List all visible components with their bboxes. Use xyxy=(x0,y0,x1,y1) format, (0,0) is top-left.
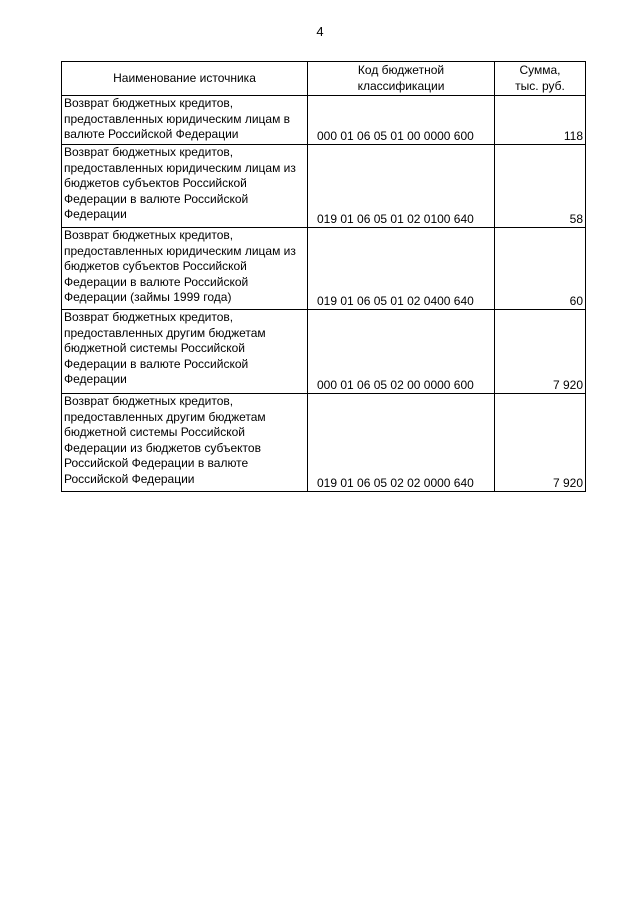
page-number: 4 xyxy=(316,24,324,39)
source-name-cell: Возврат бюджетных кредитов, предоставленных другим бюджетам бюджетной системы Российской Федерации в валюте Российской Федерации xyxy=(62,310,308,394)
source-name-cell: Возврат бюджетных кредитов, предоставленных юридическим лицам в валюте Российской Федерации xyxy=(62,96,308,145)
table-row xyxy=(62,145,586,228)
table-header-row xyxy=(62,62,586,96)
table-row xyxy=(62,228,586,310)
budget-code-cell: 019 01 06 05 01 02 0400 640 xyxy=(308,228,495,310)
budget-code-cell: 019 01 06 05 02 02 0000 640 xyxy=(308,394,495,492)
sources-table xyxy=(61,61,586,492)
table-row xyxy=(62,96,586,145)
amount-cell: 7 920 xyxy=(495,394,586,492)
amount-cell: 58 xyxy=(495,145,586,228)
source-name-cell: Возврат бюджетных кредитов, предоставленных юридическим лицам из бюджетов субъектов Российской Федерации в валюте Российской Федерации xyxy=(62,145,308,228)
header-amount-line1: Сумма, xyxy=(519,63,561,77)
header-amount-line2: тыс. руб. xyxy=(515,78,565,93)
amount-cell: 7 920 xyxy=(495,310,586,394)
table-row xyxy=(62,394,586,492)
budget-code-cell: 019 01 06 05 01 02 0100 640 xyxy=(308,145,495,228)
source-name-cell: Возврат бюджетных кредитов, предоставленных другим бюджетам бюджетной системы Российской Федерации из бюджетов субъектов Российской Федерации в валюте Российской Федерации xyxy=(62,394,308,492)
amount-cell: 60 xyxy=(495,228,586,310)
table-row xyxy=(62,310,586,394)
amount-cell: 118 xyxy=(495,96,586,145)
header-source-name xyxy=(62,62,308,96)
header-source-name-label: Наименование источника xyxy=(113,70,256,85)
budget-code-cell: 000 01 06 05 01 00 0000 600 xyxy=(308,96,495,145)
header-budget-code-line2: классификации xyxy=(357,78,445,93)
budget-code-cell: 000 01 06 05 02 00 0000 600 xyxy=(308,310,495,394)
header-budget-code-line1: Код бюджетной xyxy=(357,63,445,77)
source-name-cell: Возврат бюджетных кредитов, предоставленных юридическим лицам из бюджетов субъектов Российской Федерации в валюте Российской Федерации (займы 1999 года) xyxy=(62,228,308,310)
header-amount xyxy=(495,62,586,96)
header-budget-code xyxy=(308,62,495,96)
